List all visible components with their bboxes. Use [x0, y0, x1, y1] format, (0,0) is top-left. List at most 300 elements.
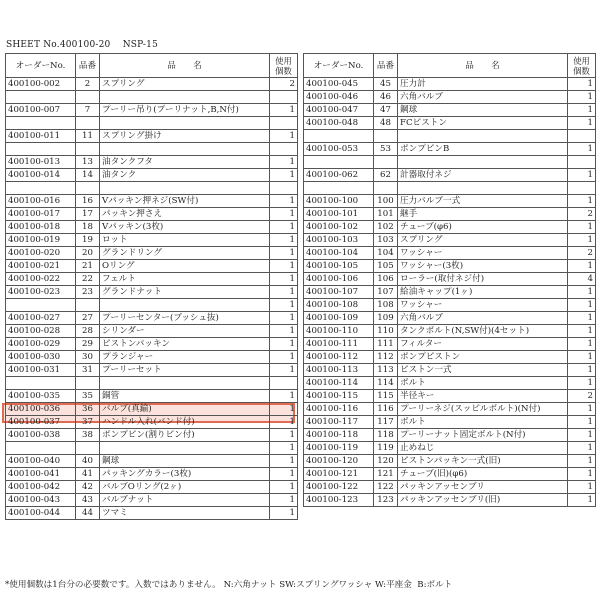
order-no-cell: 400100-021: [6, 260, 76, 273]
table-row: [304, 247, 596, 260]
quantity-cell: 1: [270, 312, 298, 325]
part-no-cell: 117: [374, 416, 398, 429]
parts-table-left: [5, 53, 298, 520]
part-no-cell: 7: [76, 104, 100, 117]
part-no-cell: 118: [374, 429, 398, 442]
table-row: [6, 325, 298, 338]
part-name-cell: [100, 143, 270, 156]
table-row: [304, 286, 596, 299]
part-name-cell: ロット: [100, 234, 270, 247]
part-name-cell: パッキングカラー(3枚): [100, 468, 270, 481]
part-no-cell: [76, 91, 100, 104]
part-no-cell: 16: [76, 195, 100, 208]
part-no-cell: 122: [374, 481, 398, 494]
table-row: [304, 468, 596, 481]
quantity-cell: 1: [270, 299, 298, 312]
footnote: *使用個数は1台分の必要数です。入数ではありません。 N:六角ナット SW:スプリングワッシャ W:平座金 B:ボルト: [5, 580, 453, 590]
table-row: [304, 143, 596, 156]
part-name-cell: 継手: [398, 208, 568, 221]
quantity-cell: 1: [568, 78, 596, 91]
quantity-cell: 1: [568, 221, 596, 234]
part-name-cell: Vパッキン(3枚): [100, 221, 270, 234]
order-no-cell: 400100-031: [6, 364, 76, 377]
sheet-number: SHEET No.400100-20 NSP-15: [6, 40, 159, 50]
part-name-cell: [100, 442, 270, 455]
table-row: [6, 221, 298, 234]
order-no-cell: 400100-036: [6, 403, 76, 416]
order-no-cell: 400100-019: [6, 234, 76, 247]
part-name-cell: 銅管: [100, 390, 270, 403]
order-no-cell: 400100-002: [6, 78, 76, 91]
quantity-cell: 1: [568, 377, 596, 390]
part-name-cell: ポンプピン(割りピン付): [100, 429, 270, 442]
part-name-cell: プーリーセット: [100, 364, 270, 377]
part-name-cell: ピストンパッキン一式(旧): [398, 455, 568, 468]
part-no-cell: 107: [374, 286, 398, 299]
part-no-cell: 30: [76, 351, 100, 364]
table-row: [6, 156, 298, 169]
quantity-cell: 1: [270, 416, 298, 429]
table-row: [304, 260, 596, 273]
part-no-cell: 18: [76, 221, 100, 234]
part-name-cell: [398, 182, 568, 195]
order-no-cell: [6, 442, 76, 455]
part-no-cell: 27: [76, 312, 100, 325]
part-no-cell: 21: [76, 260, 100, 273]
table-row: [304, 208, 596, 221]
table-row: [6, 143, 298, 156]
part-no-cell: 40: [76, 455, 100, 468]
quantity-cell: 4: [568, 273, 596, 286]
order-no-cell: 400100-014: [6, 169, 76, 182]
table-row: [304, 364, 596, 377]
table-row: [6, 494, 298, 507]
quantity-cell: 1: [568, 481, 596, 494]
quantity-cell: 1: [568, 429, 596, 442]
order-no-cell: 400100-027: [6, 312, 76, 325]
order-no-cell: 400100-113: [304, 364, 374, 377]
order-no-cell: 400100-116: [304, 403, 374, 416]
part-name-cell: プーリーネジ(スッピルボルト)(N付): [398, 403, 568, 416]
order-no-cell: 400100-018: [6, 221, 76, 234]
order-no-cell: 400100-035: [6, 390, 76, 403]
order-no-cell: 400100-103: [304, 234, 374, 247]
part-name-cell: グランドリング: [100, 247, 270, 260]
table-row: [6, 91, 298, 104]
quantity-cell: 1: [568, 403, 596, 416]
order-no-cell: 400100-045: [304, 78, 374, 91]
part-no-cell: 37: [76, 416, 100, 429]
part-name-cell: ポンプピンB: [398, 143, 568, 156]
table-row: [6, 442, 298, 455]
part-name-cell: [100, 91, 270, 104]
part-name-cell: シリンダー: [100, 325, 270, 338]
part-name-cell: 六角バルブ: [398, 91, 568, 104]
quantity-cell: 1: [270, 364, 298, 377]
table-row: [6, 234, 298, 247]
quantity-header-line2: 個数: [573, 65, 590, 76]
order-no-cell: 400100-115: [304, 390, 374, 403]
part-name-cell: ハンドル入れ(バンド付): [100, 416, 270, 429]
table-row: [304, 221, 596, 234]
table-row: [6, 260, 298, 273]
table-row: [6, 104, 298, 117]
quantity-cell: 1: [568, 260, 596, 273]
order-no-cell: 400100-043: [6, 494, 76, 507]
part-name-cell: ワッシャー(3枚): [398, 260, 568, 273]
order-no-cell: 400100-105: [304, 260, 374, 273]
table-row: [304, 117, 596, 130]
quantity-cell: 1: [270, 104, 298, 117]
part-no-cell: 42: [76, 481, 100, 494]
table-row: [304, 91, 596, 104]
table-row: [304, 390, 596, 403]
order-no-cell: 400100-106: [304, 273, 374, 286]
order-no-cell: 400100-053: [304, 143, 374, 156]
table-header-row: [304, 54, 596, 78]
order-no-cell: 400100-016: [6, 195, 76, 208]
quantity-cell: [270, 91, 298, 104]
table-row: [304, 273, 596, 286]
part-no-cell: 46: [374, 91, 398, 104]
part-name-cell: タンクボルト(N,SW付)(4セット): [398, 325, 568, 338]
order-no-cell: 400100-120: [304, 455, 374, 468]
part-name-header: 品 名: [398, 54, 568, 78]
table-row: [304, 130, 596, 143]
part-name-cell: 鋼球: [100, 455, 270, 468]
part-no-cell: 115: [374, 390, 398, 403]
part-no-cell: 53: [374, 143, 398, 156]
order-no-cell: [6, 182, 76, 195]
table-row: [6, 429, 298, 442]
order-no-cell: 400100-017: [6, 208, 76, 221]
order-no-cell: 400100-123: [304, 494, 374, 507]
part-no-cell: 113: [374, 364, 398, 377]
order-no-cell: [6, 377, 76, 390]
table-row: [6, 364, 298, 377]
quantity-cell: 1: [568, 338, 596, 351]
quantity-cell: 1: [270, 351, 298, 364]
part-name-cell: パッキン押さえ: [100, 208, 270, 221]
part-no-cell: 104: [374, 247, 398, 260]
quantity-cell: 1: [568, 299, 596, 312]
quantity-cell: 1: [270, 169, 298, 182]
part-no-cell: 22: [76, 273, 100, 286]
table-row: [6, 312, 298, 325]
part-name-cell: Vパッキン押ネジ(SW付): [100, 195, 270, 208]
order-no-header: オーダーNo.: [304, 54, 374, 78]
order-no-cell: 400100-121: [304, 468, 374, 481]
quantity-cell: [270, 377, 298, 390]
table-row: [6, 390, 298, 403]
order-no-cell: 400100-101: [304, 208, 374, 221]
part-no-cell: [76, 143, 100, 156]
quantity-cell: 1: [270, 494, 298, 507]
quantity-cell: 2: [568, 208, 596, 221]
quantity-cell: 2: [270, 78, 298, 91]
order-no-cell: 400100-042: [6, 481, 76, 494]
table-header-row: [6, 54, 298, 78]
part-name-cell: プーリーナット固定ボルト(N付): [398, 429, 568, 442]
order-no-cell: 400100-108: [304, 299, 374, 312]
part-no-cell: 111: [374, 338, 398, 351]
table-row: [6, 78, 298, 91]
part-name-cell: [398, 130, 568, 143]
part-no-cell: [374, 182, 398, 195]
quantity-cell: 1: [270, 234, 298, 247]
order-no-cell: 400100-048: [304, 117, 374, 130]
quantity-cell: 1: [270, 325, 298, 338]
part-no-cell: 11: [76, 130, 100, 143]
part-no-cell: [76, 377, 100, 390]
order-no-cell: 400100-102: [304, 221, 374, 234]
table-row: [6, 247, 298, 260]
table-row: [6, 455, 298, 468]
table-row: [304, 234, 596, 247]
part-no-cell: 106: [374, 273, 398, 286]
part-name-cell: パッキンアッセンブリ: [398, 481, 568, 494]
order-no-cell: 400100-114: [304, 377, 374, 390]
table-row: [304, 416, 596, 429]
quantity-cell: 1: [568, 468, 596, 481]
quantity-cell: 1: [568, 104, 596, 117]
part-name-cell: [100, 117, 270, 130]
part-no-cell: 119: [374, 442, 398, 455]
part-name-cell: バルブOリング(2ヶ): [100, 481, 270, 494]
part-no-cell: 28: [76, 325, 100, 338]
part-no-cell: 105: [374, 260, 398, 273]
part-no-cell: 47: [374, 104, 398, 117]
part-name-cell: ワッシャー: [398, 247, 568, 260]
part-name-cell: プーリー吊り(プーリナット,B,N付): [100, 104, 270, 117]
part-no-cell: [374, 156, 398, 169]
part-name-cell: Oリング: [100, 260, 270, 273]
order-no-cell: 400100-119: [304, 442, 374, 455]
table-row: [6, 273, 298, 286]
part-name-cell: チューブ(φ6): [398, 221, 568, 234]
part-name-cell: プランジャー: [100, 351, 270, 364]
part-name-cell: フェルト: [100, 273, 270, 286]
part-name-header: 品 名: [100, 54, 270, 78]
order-no-cell: 400100-047: [304, 104, 374, 117]
order-no-cell: [6, 299, 76, 312]
part-name-cell: 半径キー: [398, 390, 568, 403]
part-no-cell: 103: [374, 234, 398, 247]
quantity-cell: [270, 117, 298, 130]
table-row: [304, 312, 596, 325]
quantity-cell: 1: [270, 221, 298, 234]
table-row: [304, 299, 596, 312]
part-no-cell: 48: [374, 117, 398, 130]
quantity-cell: 1: [270, 195, 298, 208]
table-row: [304, 377, 596, 390]
quantity-cell: 1: [568, 234, 596, 247]
part-no-cell: 35: [76, 390, 100, 403]
table-row: [304, 78, 596, 91]
part-no-cell: [76, 182, 100, 195]
quantity-cell: 2: [568, 247, 596, 260]
part-no-cell: [76, 299, 100, 312]
quantity-header-line1: 使用: [573, 55, 590, 66]
part-no-cell: 101: [374, 208, 398, 221]
quantity-cell: [270, 143, 298, 156]
part-no-cell: 112: [374, 351, 398, 364]
quantity-cell: 1: [568, 312, 596, 325]
table-row: [6, 416, 298, 429]
table-row: [304, 156, 596, 169]
order-no-cell: 400100-044: [6, 507, 76, 520]
part-name-cell: バルブナット: [100, 494, 270, 507]
order-no-cell: 400100-020: [6, 247, 76, 260]
part-no-cell: 102: [374, 221, 398, 234]
order-no-cell: 400100-013: [6, 156, 76, 169]
part-no-cell: 23: [76, 286, 100, 299]
part-no-cell: 43: [76, 494, 100, 507]
table-row: [6, 468, 298, 481]
part-name-cell: 圧力計: [398, 78, 568, 91]
part-name-cell: [100, 377, 270, 390]
part-no-cell: 14: [76, 169, 100, 182]
table-row: [6, 286, 298, 299]
quantity-cell: 1: [270, 390, 298, 403]
order-no-cell: 400100-100: [304, 195, 374, 208]
order-no-cell: 400100-029: [6, 338, 76, 351]
quantity-cell: 1: [270, 273, 298, 286]
order-no-cell: [6, 117, 76, 130]
part-no-cell: 29: [76, 338, 100, 351]
order-no-cell: [304, 156, 374, 169]
quantity-cell: 1: [270, 429, 298, 442]
quantity-cell: 1: [568, 117, 596, 130]
part-name-cell: 油タンクフタ: [100, 156, 270, 169]
table-row: [6, 299, 298, 312]
part-no-cell: 120: [374, 455, 398, 468]
quantity-cell: 1: [568, 195, 596, 208]
quantity-cell: 1: [568, 442, 596, 455]
part-name-cell: グランドナット: [100, 286, 270, 299]
order-no-cell: 400100-023: [6, 286, 76, 299]
part-no-cell: 123: [374, 494, 398, 507]
table-row: [6, 195, 298, 208]
part-no-cell: [76, 117, 100, 130]
table-row: [6, 377, 298, 390]
order-no-cell: [6, 91, 76, 104]
part-no-cell: 36: [76, 403, 100, 416]
order-no-cell: 400100-122: [304, 481, 374, 494]
part-no-header: 品番: [374, 54, 398, 78]
quantity-cell: [568, 156, 596, 169]
quantity-cell: 1: [568, 416, 596, 429]
part-name-cell: 鋼球: [398, 104, 568, 117]
quantity-header: [270, 54, 298, 78]
part-no-cell: 13: [76, 156, 100, 169]
order-no-cell: 400100-118: [304, 429, 374, 442]
part-no-cell: [76, 442, 100, 455]
part-name-cell: 給油キャップ(1ヶ): [398, 286, 568, 299]
quantity-cell: [568, 130, 596, 143]
part-name-cell: スプリング: [398, 234, 568, 247]
order-no-cell: 400100-022: [6, 273, 76, 286]
part-name-cell: プーリーセンター(ブッシュ抜): [100, 312, 270, 325]
quantity-cell: 1: [568, 91, 596, 104]
table-row: [6, 117, 298, 130]
order-no-cell: 400100-038: [6, 429, 76, 442]
order-no-cell: 400100-117: [304, 416, 374, 429]
part-name-cell: ツマミ: [100, 507, 270, 520]
part-no-cell: 31: [76, 364, 100, 377]
part-no-cell: 110: [374, 325, 398, 338]
order-no-cell: 400100-104: [304, 247, 374, 260]
table-row: [304, 325, 596, 338]
part-name-cell: [100, 182, 270, 195]
part-no-cell: 116: [374, 403, 398, 416]
table-row: [6, 481, 298, 494]
table-row: [6, 130, 298, 143]
part-no-cell: 121: [374, 468, 398, 481]
order-no-cell: 400100-040: [6, 455, 76, 468]
part-name-cell: 油タンク: [100, 169, 270, 182]
table-row: [304, 403, 596, 416]
table-row: [304, 104, 596, 117]
quantity-cell: [270, 182, 298, 195]
quantity-cell: 1: [270, 507, 298, 520]
quantity-cell: 1: [270, 338, 298, 351]
part-no-header: 品番: [76, 54, 100, 78]
quantity-cell: 1: [270, 156, 298, 169]
part-no-cell: 114: [374, 377, 398, 390]
quantity-cell: 1: [270, 455, 298, 468]
part-name-cell: [100, 299, 270, 312]
part-name-cell: 止めねじ: [398, 442, 568, 455]
table-row: [304, 442, 596, 455]
quantity-cell: [568, 182, 596, 195]
part-no-cell: 62: [374, 169, 398, 182]
part-no-cell: 20: [76, 247, 100, 260]
part-name-cell: ピストンパッキン: [100, 338, 270, 351]
quantity-cell: 2: [568, 390, 596, 403]
part-no-cell: 19: [76, 234, 100, 247]
part-no-cell: 38: [76, 429, 100, 442]
part-no-cell: 100: [374, 195, 398, 208]
table-row: [6, 403, 298, 416]
table-row: [6, 507, 298, 520]
order-no-cell: 400100-046: [304, 91, 374, 104]
order-no-cell: 400100-107: [304, 286, 374, 299]
part-name-cell: FCピストン: [398, 117, 568, 130]
part-no-cell: [374, 130, 398, 143]
table-row: [6, 208, 298, 221]
table-row: [304, 481, 596, 494]
table-row: [304, 338, 596, 351]
quantity-header-line1: 使用: [275, 55, 292, 66]
part-no-cell: 44: [76, 507, 100, 520]
parts-table-right: [303, 53, 596, 507]
part-name-cell: ボルト: [398, 377, 568, 390]
part-name-cell: バルブ(真鍮): [100, 403, 270, 416]
order-no-cell: 400100-041: [6, 468, 76, 481]
part-name-cell: 六角バルブ: [398, 312, 568, 325]
quantity-cell: 1: [568, 494, 596, 507]
part-name-cell: チューブ(旧)(φ6): [398, 468, 568, 481]
order-no-cell: [304, 182, 374, 195]
order-no-cell: [6, 143, 76, 156]
table-row: [304, 195, 596, 208]
table-row: [304, 429, 596, 442]
part-no-cell: 17: [76, 208, 100, 221]
part-no-cell: 109: [374, 312, 398, 325]
quantity-cell: 1: [270, 247, 298, 260]
table-row: [304, 169, 596, 182]
